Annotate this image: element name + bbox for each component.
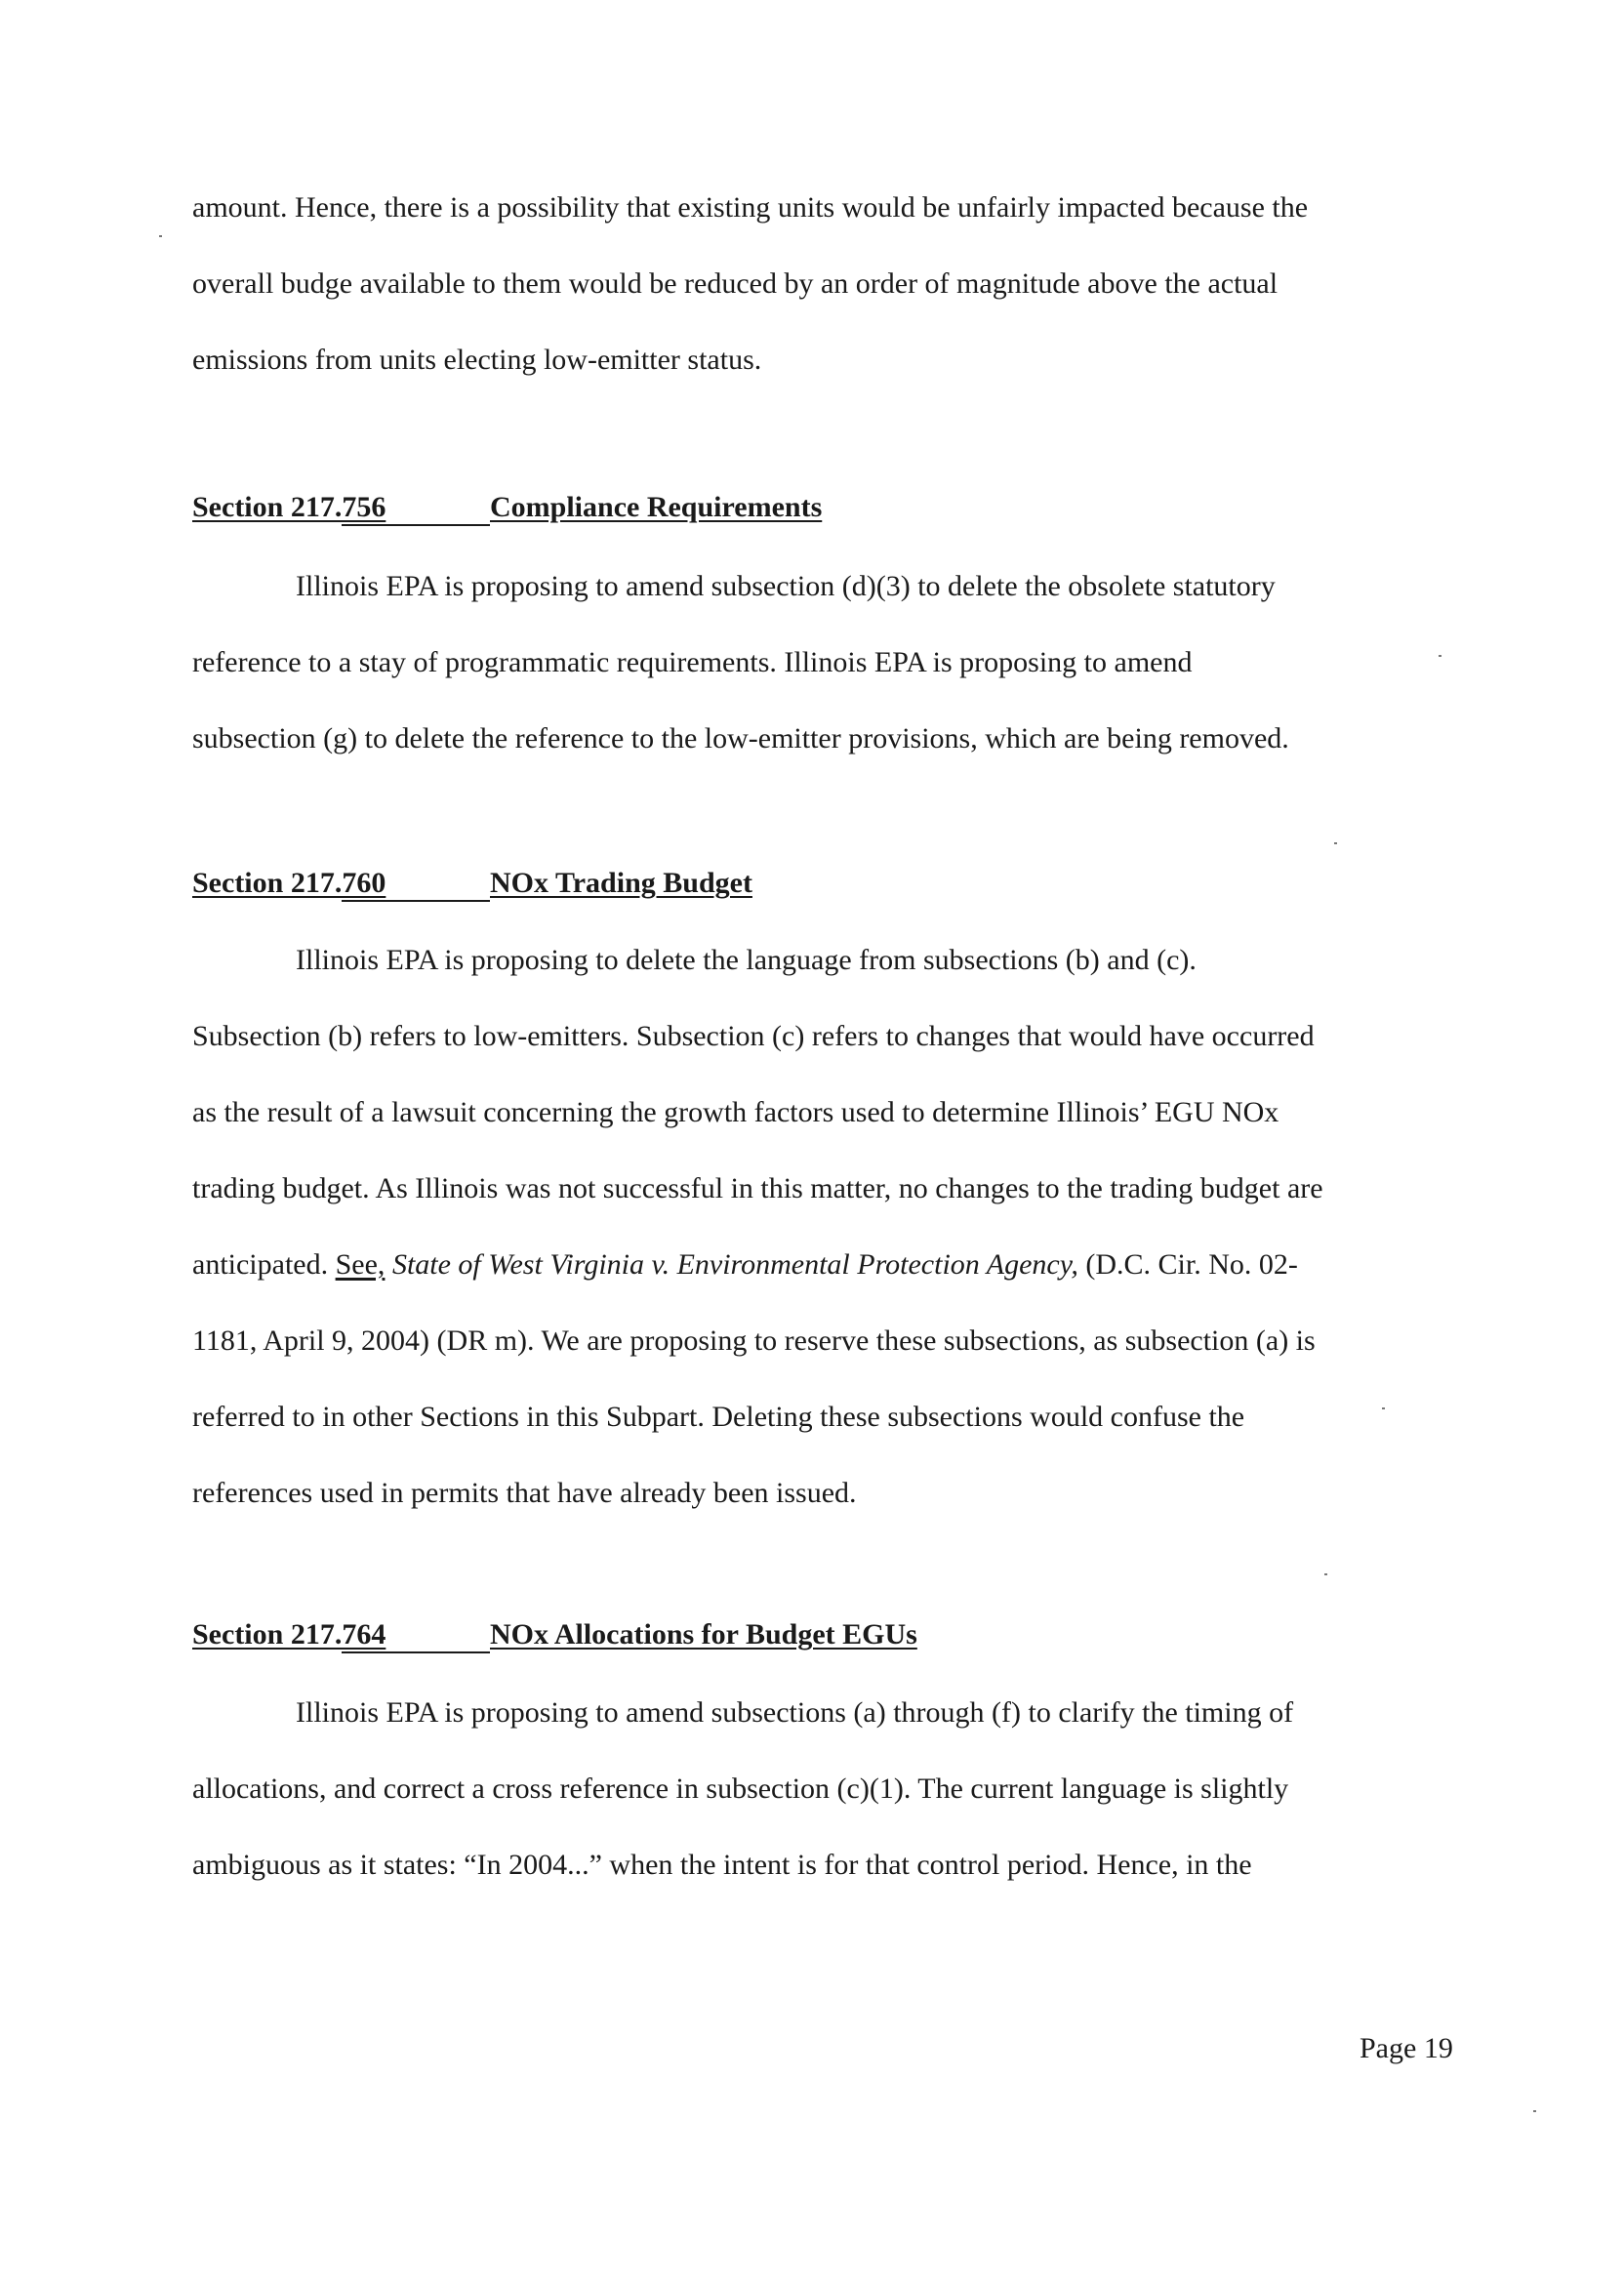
scan-speck (1533, 2110, 1536, 2112)
text-line: emissions from units electing low-emitter status. (192, 344, 762, 376)
text-line: references used in permits that have already been issued. (192, 1477, 857, 1509)
text-line: Illinois EPA is proposing to amend subsections (a) through (f) to clarify the timing of (296, 1696, 1294, 1729)
scan-speck (1382, 1407, 1385, 1409)
section-body-217-764 (192, 1675, 1481, 1903)
text-line: amount. Hence, there is a possibility that existing units would be unfairly impacted because the (192, 191, 1309, 224)
section-heading-217-764 (192, 1615, 917, 1654)
scan-speck (1334, 842, 1337, 844)
section-body-217-760 (192, 922, 1481, 1531)
text-line: trading budget. As Illinois was not successful in this matter, no changes to the trading budget are (192, 1172, 1323, 1204)
text-line: reference to a stay of programmatic requirements. Illinois EPA is proposing to amend (192, 646, 1193, 678)
section-title: Compliance Requirements (490, 491, 823, 523)
section-title: NOx Trading Budget (490, 867, 752, 899)
text-line: Illinois EPA is proposing to amend subsection (d)(3) to delete the obsolete statutory (296, 570, 1276, 602)
text-line: 1181, April 9, 2004) (DR m). We are proposing to reserve these subsections, as subsection (a) is (192, 1324, 1316, 1357)
citation-post: (D.C. Cir. No. 02- (1077, 1248, 1298, 1281)
section-heading-217-756 (192, 488, 822, 527)
heading-underline (342, 1651, 490, 1653)
section-body-217-756 (192, 549, 1481, 777)
intro-paragraph (192, 170, 1481, 398)
see-signal: See, (335, 1248, 386, 1281)
text-line: overall budge available to them would be reduced by an order of magnitude above the actual (192, 267, 1279, 300)
section-heading-217-760 (192, 864, 752, 903)
citation-pre: anticipated. (192, 1248, 336, 1281)
section-number: Section 217.764 (192, 1618, 386, 1650)
section-number: Section 217.760 (192, 867, 386, 899)
section-title: NOx Allocations for Budget EGUs (490, 1618, 917, 1650)
citation-line (192, 1227, 1481, 1303)
scan-speck (1324, 1573, 1327, 1575)
text-line: referred to in other Sections in this Subpart. Deleting these subsections would confuse the (192, 1401, 1245, 1433)
text-line: ambiguous as it states: “In 2004...” when the intent is for that control period. Hence, in the (192, 1849, 1252, 1881)
page-number: Page 19 (1360, 2032, 1453, 2064)
text-line: subsection (g) to delete the reference to the low-emitter provisions, which are being removed. (192, 722, 1289, 754)
heading-underline (342, 524, 490, 526)
text-line: Subsection (b) refers to low-emitters. Subsection (c) refers to changes that would have occurred (192, 1020, 1315, 1052)
text-line: Illinois EPA is proposing to delete the language from subsections (b) and (c). (296, 944, 1197, 976)
scan-speck (1439, 655, 1441, 657)
text-line: allocations, and correct a cross reference in subsection (c)(1). The current language is slightly (192, 1773, 1289, 1805)
case-name: State of West Virginia v. Environmental Protection Agency, (385, 1248, 1078, 1281)
scan-speck (159, 235, 162, 237)
heading-underline (342, 900, 490, 902)
section-number: Section 217.756 (192, 491, 386, 523)
text-line: as the result of a lawsuit concerning the growth factors used to determine Illinois’ EGU NOx (192, 1096, 1279, 1128)
